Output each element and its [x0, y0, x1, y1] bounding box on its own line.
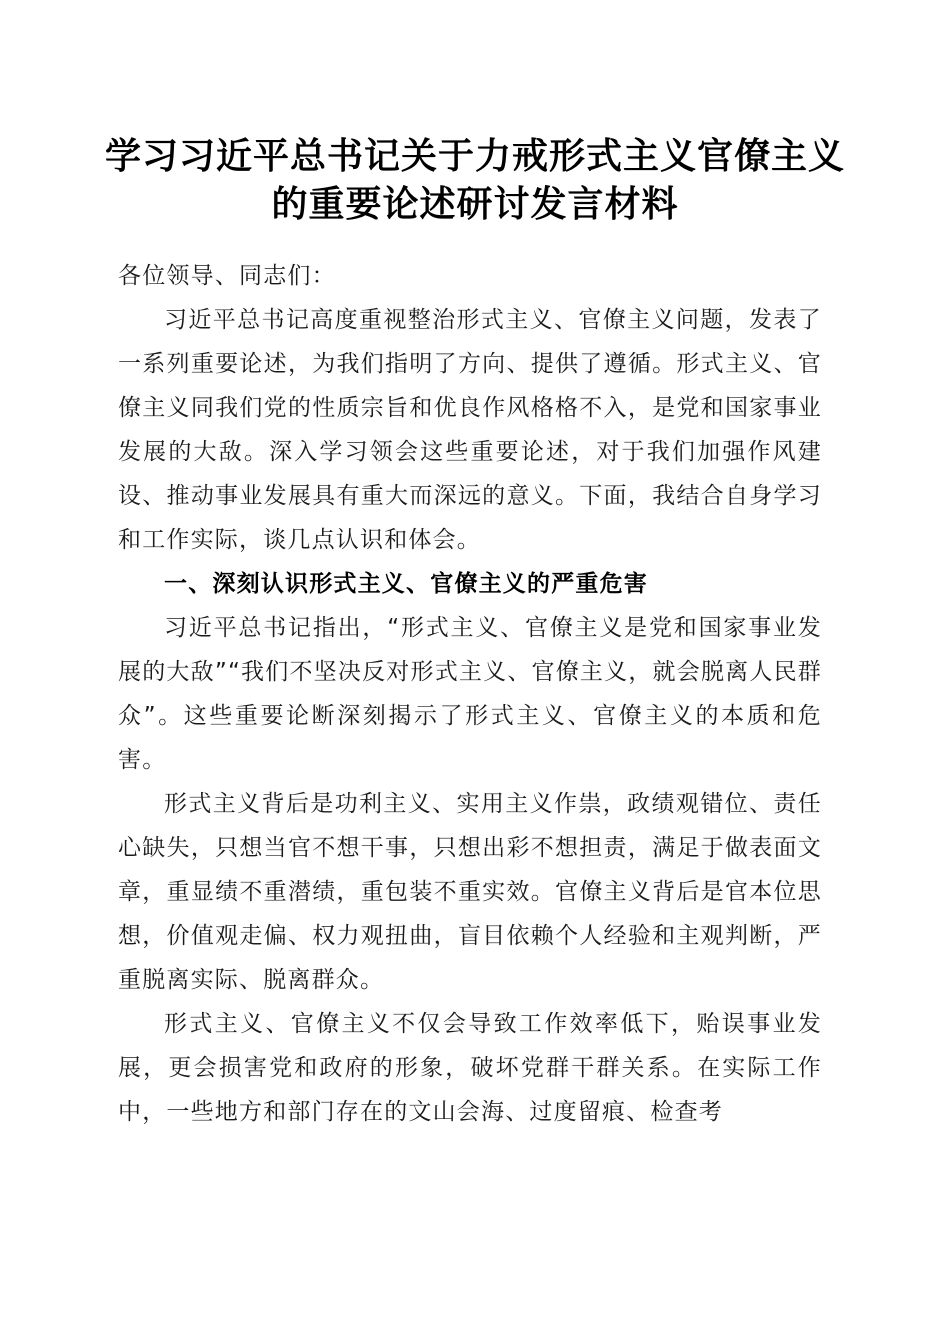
section1-paragraph-1: 习近平总书记指出，“形式主义、官僚主义是党和国家事业发展的大敌”“我们不坚决反对形式主义、官僚主义，就会脱离人民群众”。这些重要论断深刻揭示了形式主义、官僚主义的本质和危害。: [118, 615, 822, 773]
section-heading-1: 一、深刻认识形式主义、官僚主义的严重危害: [164, 571, 648, 597]
document-title: [60, 132, 890, 228]
intro-paragraph: 习近平总书记高度重视整治形式主义、官僚主义问题，发表了一系列重要论述，为我们指明了方向、提供了遵循。形式主义、官僚主义同我们党的性质宗旨和优良作风格格不入，是党和国家事业发展的大敌。深入学习领会这些重要论述，对于我们加强作风建设、推动事业发展具有重大而深远的意义。下面，我结合自身学习和工作实际，谈几点认识和体会。: [118, 307, 822, 553]
salutation: 各位领导、同志们：: [118, 263, 336, 289]
title-line-1: 学习习近平总书记关于力戒形式主义官僚主义: [104, 135, 845, 177]
title-line-2: 的重要论述研讨发言材料: [271, 183, 679, 225]
document-body: [118, 254, 822, 1134]
section1-paragraph-2: 形式主义背后是功利主义、实用主义作祟，政绩观错位、责任心缺失，只想当官不想干事，只想出彩不想担责，满足于做表面文章，重显绩不重潜绩，重包装不重实效。官僚主义背后是官本位思想，价值观走偏、权力观扭曲，盲目依赖个人经验和主观判断，严重脱离实际、脱离群众。: [118, 791, 822, 993]
section1-paragraph-3: 形式主义、官僚主义不仅会导致工作效率低下，贻误事业发展，更会损害党和政府的形象，破坏党群干群关系。在实际工作中，一些地方和部门存在的文山会海、过度留痕、检查考: [118, 1011, 822, 1125]
